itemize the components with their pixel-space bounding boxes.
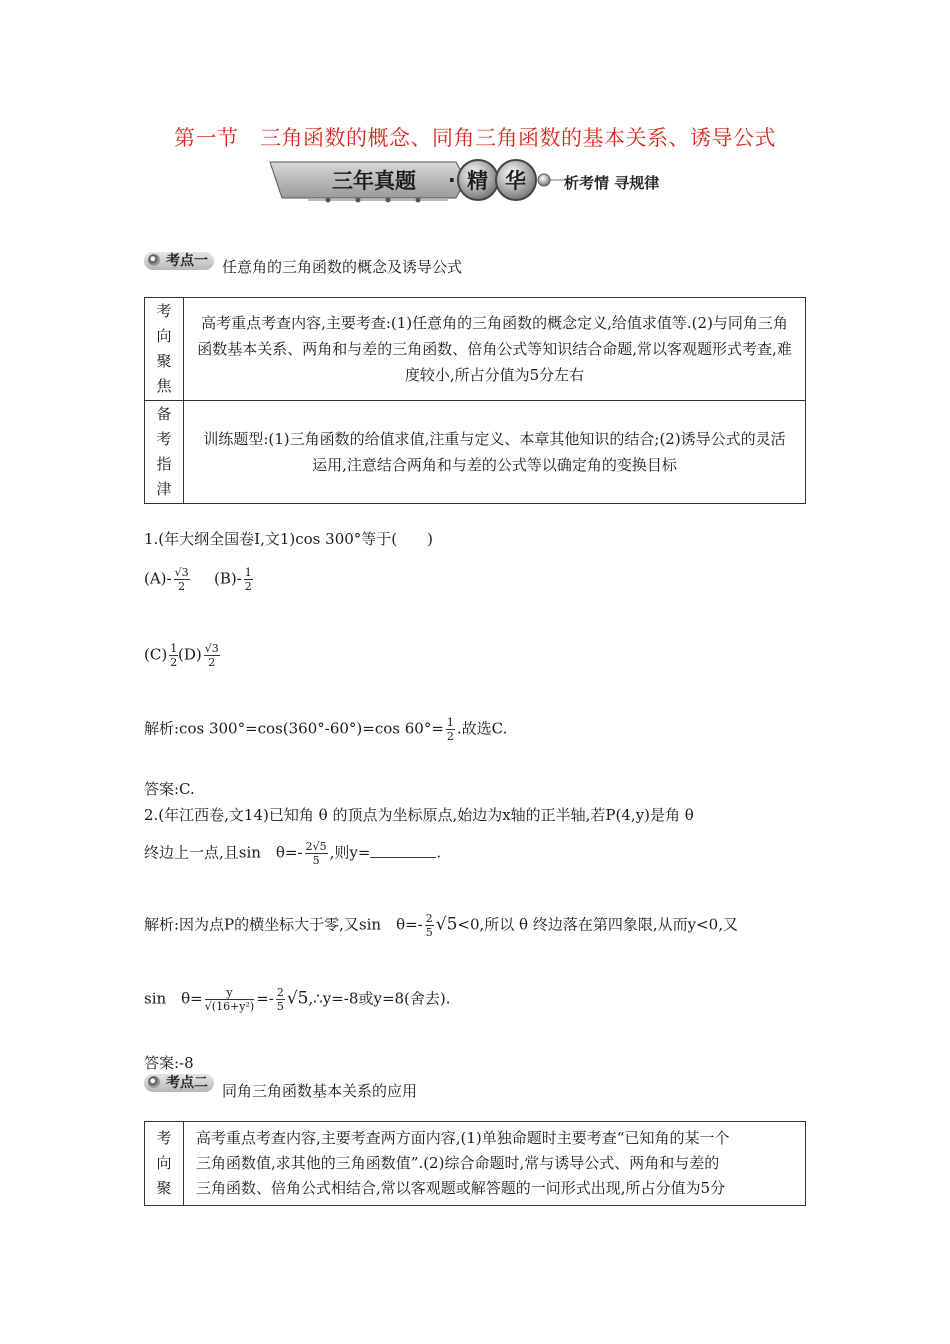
- row-content-guide: 训练题型:(1)三角函数的给值求值,注重与定义、本章其他知识的结合;(2)诱导公式的灵活运用,注意结合两角和与差的公式等以确定角的变换目标: [184, 401, 806, 504]
- page-title: 第一节 三角函数的概念、同角三角函数的基本关系、诱导公式: [174, 126, 776, 150]
- row-content-focus-2: 高考重点考查内容,主要考查两方面内容,(1)单独命题时主要考查“已知角的某一个 三角函数值,求其他的三角函数值”.(2)综合命题时,常与诱导公式、两角和与差的 三角函数、倍角公式相结合,常以客观题或解答题的一问形式出现,所占分值为5分: [184, 1122, 806, 1206]
- question-1-option-d: (D) $\frac{√3}{2}$: [178, 642, 219, 669]
- question-2-answer: 答案:-8: [144, 1054, 194, 1072]
- question-2-stem-line-2: 终边上一点,且sin θ=- $\frac{2√5}{5}$ ,则y= .: [144, 840, 442, 867]
- answer-blank[interactable]: [370, 843, 436, 858]
- row-label-focus: 考 向 聚 焦: [145, 298, 184, 401]
- section-title-1: 任意角的三角函数的概念及诱导公式: [222, 258, 463, 276]
- row-content-focus: 高考重点考查内容,主要考查:(1)任意角的三角函数的概念定义,给值求值等.(2)与同角三角函数基本关系、两角和与差的三角函数、倍角公式等知识结合命题,常以客观题形式考查,难度较小,所占分值为5分左右: [184, 298, 806, 401]
- section-banner: [268, 158, 688, 204]
- question-1-option-c: (C) $\frac{1}{2}$: [144, 642, 178, 669]
- banner-char-1: 精: [467, 169, 488, 193]
- question-2-stem-line-1: 2.(年江西卷,文14)已知角 θ 的顶点为坐标原点,始边为x轴的正半轴,若P(4,y)是角 θ: [144, 806, 694, 824]
- question-2-solution-line-2: sin θ= $\frac{y}{\text{√(16+y²)}}$ =- $\frac{2}{5}$ √5,∴y=-8或y=8(舍去).: [144, 986, 451, 1013]
- table-row: [145, 298, 806, 401]
- table-row: [145, 1122, 806, 1206]
- banner-label: 三年真题: [332, 169, 416, 193]
- banner-graphic: [268, 158, 688, 204]
- focus-table-1: [144, 297, 806, 504]
- question-1-option-b: (B)- $\frac{1}{2}$: [214, 566, 252, 593]
- row-label-focus-2: 考 向 聚: [145, 1122, 184, 1206]
- focus-table-2: [144, 1121, 806, 1206]
- banner-char-2: 华: [505, 169, 526, 193]
- row-label-guide: 备 考 指 津: [145, 401, 184, 504]
- question-1-stem: 1.(年大纲全国卷Ⅰ,文1)cos 300°等于( ): [144, 530, 433, 548]
- question-2-solution-line-1: 解析:因为点P的横坐标大于零,又sin θ=- $\frac{2}{5}$ √5<0,所以 θ 终边落在第四象限,从而y<0,又: [144, 912, 738, 939]
- section-title-2: 同角三角函数基本关系的应用: [222, 1082, 418, 1100]
- question-1-answer: 答案:C.: [144, 780, 195, 798]
- banner-tagline: 析考情 寻规律: [564, 174, 660, 192]
- question-1-solution: 解析:cos 300°=cos(360°-60°)=cos 60°= $\frac{1}{2}$ .故选C.: [144, 716, 508, 743]
- section-badge-2: 考点二: [144, 1074, 214, 1092]
- banner-dot: ·: [448, 168, 456, 192]
- table-row: [145, 401, 806, 504]
- question-1-option-a: (A)- $\frac{√3}{2}$: [144, 566, 189, 593]
- section-badge-1: 考点一: [144, 252, 214, 270]
